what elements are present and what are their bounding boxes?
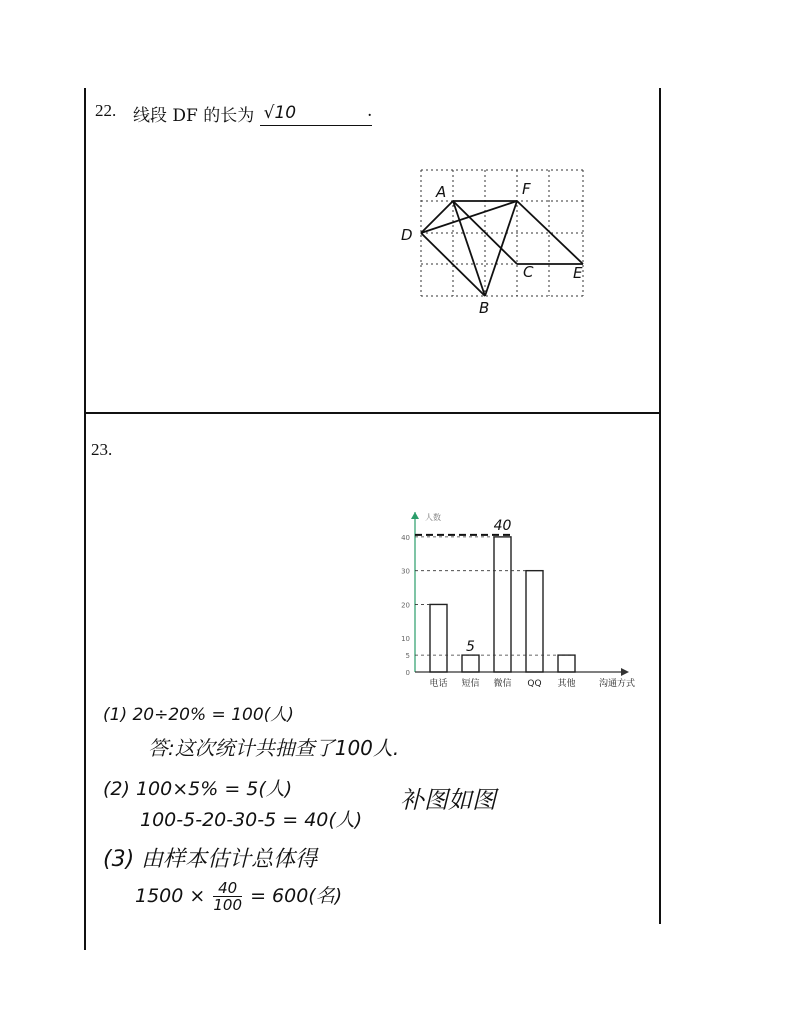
x-tick-label: 其他 (557, 679, 576, 689)
label-b: B (479, 299, 490, 317)
bar (526, 571, 543, 672)
y-tick-label: 0 (405, 669, 410, 677)
question-22-text (133, 101, 372, 126)
fraction-denominator: 100 (213, 896, 243, 914)
work-line-6 (135, 880, 342, 913)
work-line-4: 100-5-20-30-5 = 40(人) (140, 809, 363, 831)
label-c: C (523, 263, 534, 281)
fraction-numerator: 40 (218, 879, 238, 897)
question-22-period: . (367, 101, 373, 121)
x-axis-arrow (621, 668, 629, 676)
right-border (659, 88, 661, 924)
bar (558, 655, 575, 672)
geometry-figure (395, 160, 595, 320)
left-border (84, 88, 86, 950)
answer-blank (260, 103, 372, 126)
x-tick-label: 短信 (461, 679, 480, 689)
figure-segments (421, 201, 583, 296)
bar (494, 537, 511, 672)
work-line-6-prefix: 1500 × (135, 885, 206, 907)
x-tick-label: 电话 (429, 679, 448, 689)
work-note: 补图如图 (400, 786, 496, 814)
y-axis-arrow (411, 512, 419, 519)
work-line-3: (2) 100×5% = 5(人) (103, 778, 293, 800)
y-tick-label: 5 (405, 652, 410, 661)
question-23-number: 23. (91, 440, 113, 459)
bar (430, 604, 447, 672)
annotation-5: 5 (466, 639, 475, 656)
y-tick-label: 30 (401, 567, 410, 576)
y-tick-label: 40 (401, 533, 410, 542)
label-d: D (401, 226, 413, 244)
fraction (213, 880, 242, 913)
answer-22: √10 (263, 103, 297, 123)
y-axis-label: 人数 (425, 513, 441, 522)
annotation-40: 40 (493, 517, 512, 534)
bar (462, 655, 479, 672)
y-tick-label: 10 (401, 635, 410, 644)
question-22-number: 22. (95, 101, 117, 120)
work-line-2: 答:这次统计共抽查了100人. (148, 736, 400, 760)
x-axis-label: 沟通方式 (598, 679, 636, 689)
label-e: E (573, 264, 583, 282)
work-line-1: (1) 20÷20% = 100(人) (103, 705, 294, 725)
x-tick-label: QQ (527, 679, 542, 689)
x-tick-label: 微信 (493, 679, 512, 689)
label-f: F (522, 180, 531, 198)
section-divider (84, 412, 661, 414)
bar-chart (395, 500, 655, 695)
work-line-6-suffix: = 600(名) (250, 885, 343, 907)
work-line-5: (3) 由样本估计总体得 (103, 847, 318, 872)
label-a: A (436, 183, 447, 201)
question-22-prompt: 线段 DF 的长为 (133, 106, 255, 126)
y-tick-label: 20 (401, 601, 410, 610)
